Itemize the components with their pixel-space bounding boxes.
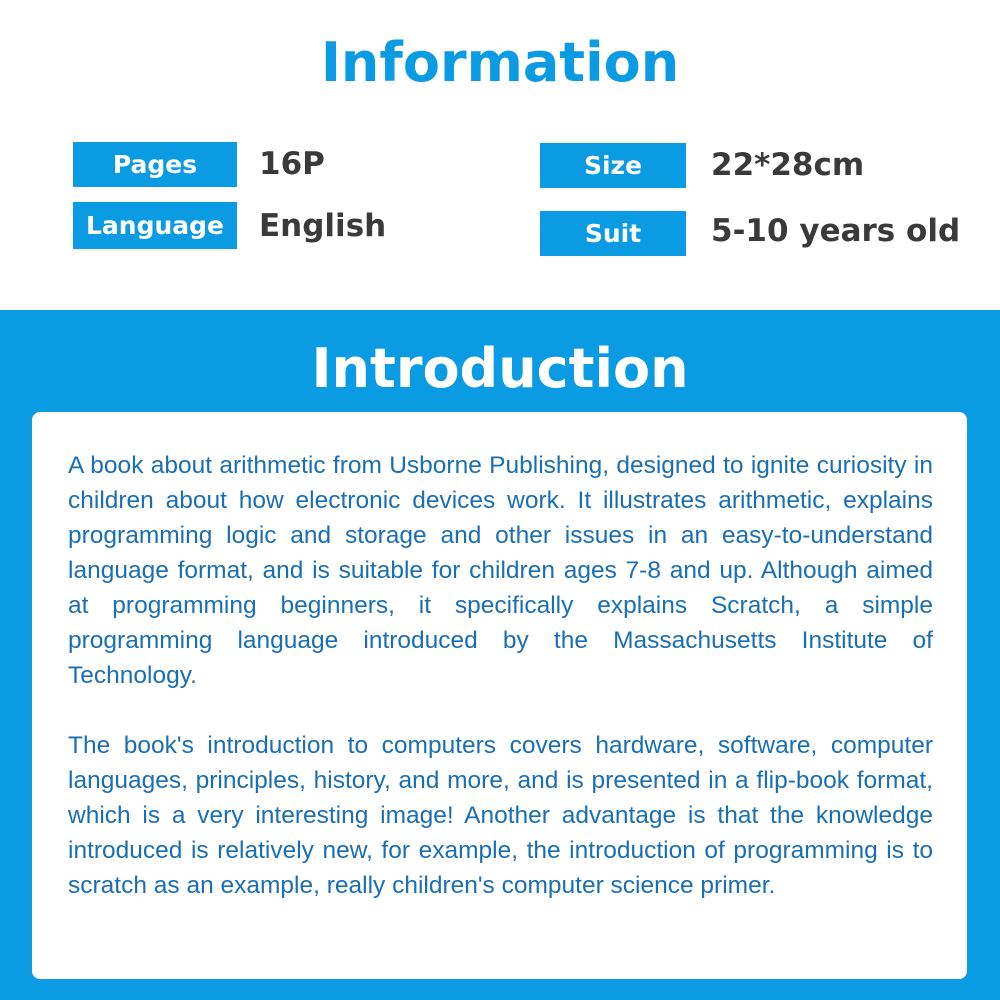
- information-section: [0, 0, 1000, 310]
- language-value: English: [259, 208, 387, 244]
- introduction-card: [32, 412, 967, 979]
- size-label: Size: [540, 143, 686, 188]
- intro-paragraph-2: The book's introduction to computers covers hardware, software, computer languages, principles, history, and more, and is presented in a flip-book format, which is a very interesting image! Another advantage is that the knowledge introduced is relatively new, for example, the introduction of programming is to scratch as an example, really children's computer science primer.: [68, 732, 933, 899]
- language-label: Language: [73, 202, 237, 249]
- pages-label: Pages: [73, 142, 237, 187]
- suit-value: 5-10 years old: [711, 213, 961, 249]
- introduction-heading: Introduction: [311, 337, 689, 400]
- pages-value: 16P: [259, 146, 325, 182]
- introduction-section: [0, 310, 1000, 1000]
- intro-paragraph-1: A book about arithmetic from Usborne Publishing, designed to ignite curiosity in children about how electronic devices work. It illustrates arithmetic, explains programming logic and storage and other issues in an easy-to-understand language format, and is suitable for children ages 7-8 and up. Although aimed at programming beginners, it specifically explains Scratch, a simple programming language introduced by the Massachusetts Institute of Technology.: [68, 452, 933, 689]
- size-value: 22*28cm: [711, 147, 865, 183]
- suit-label: Suit: [540, 211, 686, 256]
- information-heading: Information: [320, 31, 680, 94]
